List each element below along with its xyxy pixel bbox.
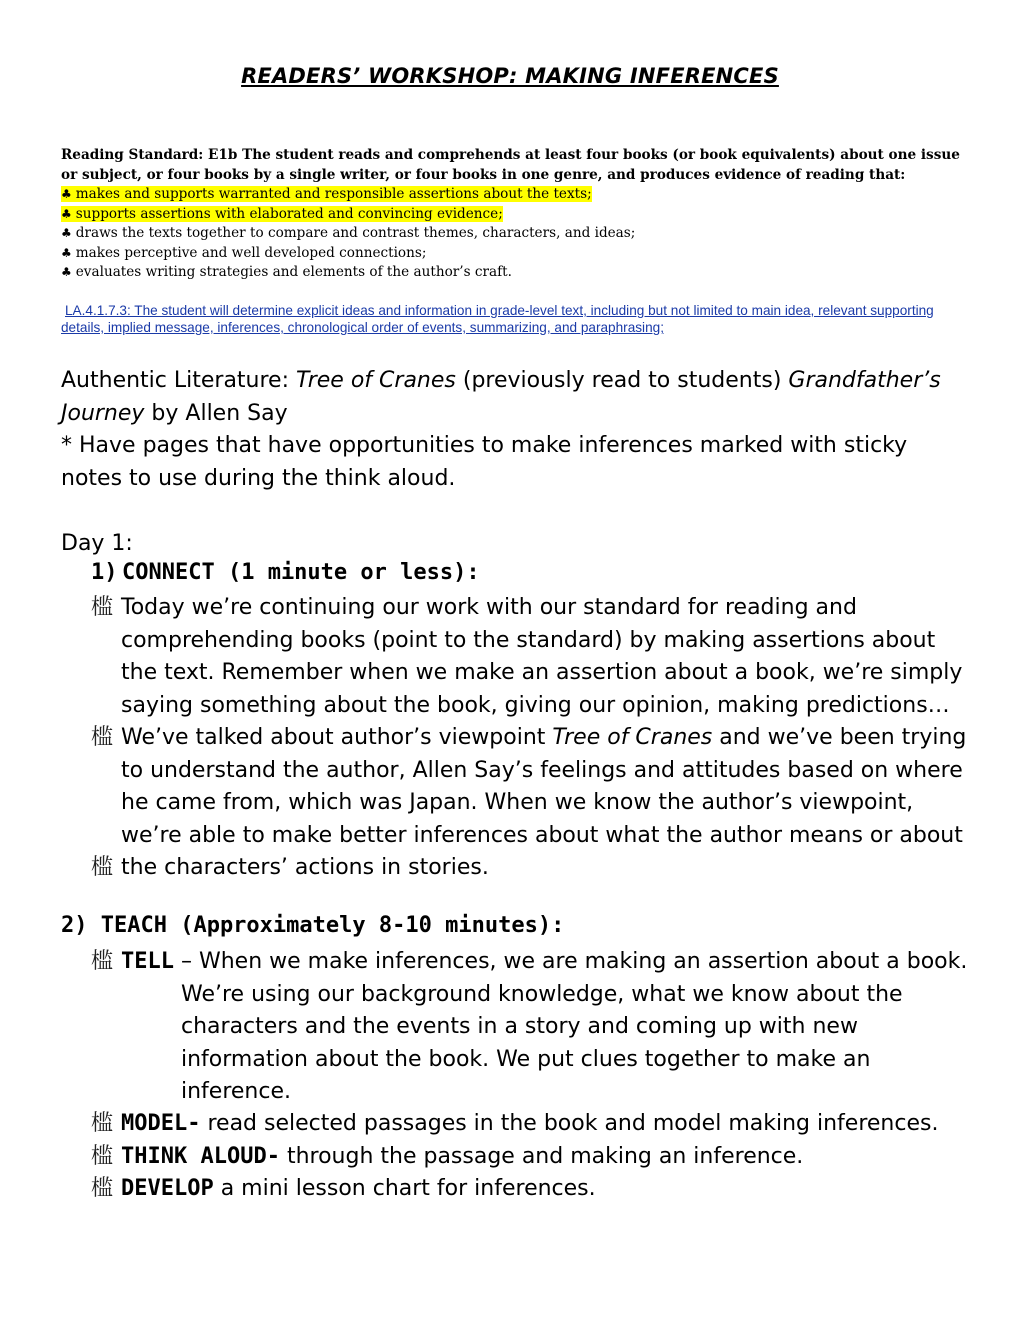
sticky-note-instruction: * Have pages that have opportunities to make inferences marked with sticky notes to use during the think aloud.: [61, 433, 908, 491]
club-icon: ♣: [61, 265, 72, 279]
standard-bullet: ♣ evaluates writing strategies and elements of the author’s craft.: [61, 264, 512, 280]
bullet-icon: 槛: [91, 1111, 114, 1136]
standard-bullet: ♣ makes perceptive and well developed connections;: [61, 244, 427, 261]
day-heading: Day 1:: [61, 531, 133, 556]
book-title: Tree of Cranes: [552, 725, 713, 750]
standard-bullet: ♣ draws the texts together to compare and contrast themes, characters, and ideas;: [61, 225, 636, 241]
bullet-icon: 槛: [91, 855, 114, 880]
book-title: Tree of Cranes: [296, 368, 456, 393]
standard-bullet: ♣ supports assertions with elaborated and convincing evidence;: [61, 205, 503, 222]
la-standard-link[interactable]: LA.4.1.7.3: The student will determine explicit ideas and information in grade-level text, including but not limited to main idea, relevant supporting details, implied message, inferences, chronological order of events, summarizing, and paraphrasing;: [61, 303, 934, 335]
club-icon: ♣: [61, 206, 72, 221]
standard-bullet: ♣ makes and supports warranted and responsible assertions about the texts;: [61, 186, 592, 202]
standard-intro: Reading Standard: E1b The student reads and comprehends at least four books (or book equivalents) about one issue or subject, or four books by a single writer, or four books in one genre, and produces evidence of reading that:: [61, 147, 960, 183]
club-icon: ♣: [61, 226, 72, 240]
club-icon: ♣: [61, 187, 72, 201]
teach-heading: 2) TEACH (Approximately 8-10 minutes):: [61, 913, 565, 938]
bullet-icon: 槛: [91, 949, 114, 974]
bullet-icon: 槛: [91, 1144, 114, 1169]
connect-heading: 1) CONNECT (1 minute or less):: [91, 560, 480, 585]
bullet-icon: 槛: [91, 1176, 114, 1201]
authentic-literature: Authentic Literature: Tree of Cranes (previously read to students) Grandfather’s Journey by Allen Say * Have pages that have opportunities to make inferences marked with sticky notes to use during the think aloud.: [61, 368, 941, 491]
book-title: Grandfather’s Journey: [61, 368, 941, 426]
document-page: READERS’ WORKSHOP: MAKING INFERENCES Reading Standard: E1b The student reads and comprehends at least four books (or book equivalents) about one issue or subject, or four books by a single writer, or four books in one genre, and produces evidence of reading that: ♣ makes and supports warranted and responsible assertions about the texts; ♣ supports assertions with elaborated and convincing evidence; ♣ draws the texts together to compare and contrast themes, characters, and ideas; ♣ makes perceptive and well developed connections; ♣ evaluates writing strategies and elements of the author’s craft. LA.4.1.7.3: The student will determine explicit ideas and information in grade-level text, including but not limited to main idea, relevant supporting details, implied message, inferences, chronological order of events, summarizing, and paraphrasing; Authentic Literature: Tree of Cranes (previously read to students) Grandfather’s Journey by Allen Say * Have pages that have opportunities to make inferences marked with sticky notes to use during the think aloud. Day 1: 1) CONNECT (1 minute or less): 槛 Today we’re continuing our work with our standard for reading and comprehending books (point to the standard) by making assertions about the text. Remember when we make an assertion about a book, we’re simply saying something about the book, giving our opinion, making predictions… 槛 We’ve talked about author’s viewpoint Tree of Cranes and we’ve been trying to understand the author, Allen Say’s feelings and attitudes based on where he came from, which was Japan. When we know the author’s viewpoint, we’re able to make better inferences about what the author means or about the characters’ actions in stories. 槛 2) TEACH (Approximately 8-10 minutes): 槛 TELL – When we make inferences, we are making an assertion about a book. We’re using our background knowledge, what we know about the characters and the events in a story and coming up with new information about the book. We put clues together to make an inference. 槛 MODEL- read selected passages in the book and model making inferences. 槛 THINK ALOUD- through the passage and making an inference. 槛 DEVELOP a mini lesson chart for inferences.: [0, 0, 1020, 1320]
club-icon: ♣: [61, 245, 72, 260]
page-title: READERS’ WORKSHOP: MAKING INFERENCES: [241, 64, 779, 88]
reading-standard: [61, 146, 971, 283]
bullet-icon: 槛: [91, 595, 114, 620]
bullet-icon: 槛: [91, 725, 114, 750]
